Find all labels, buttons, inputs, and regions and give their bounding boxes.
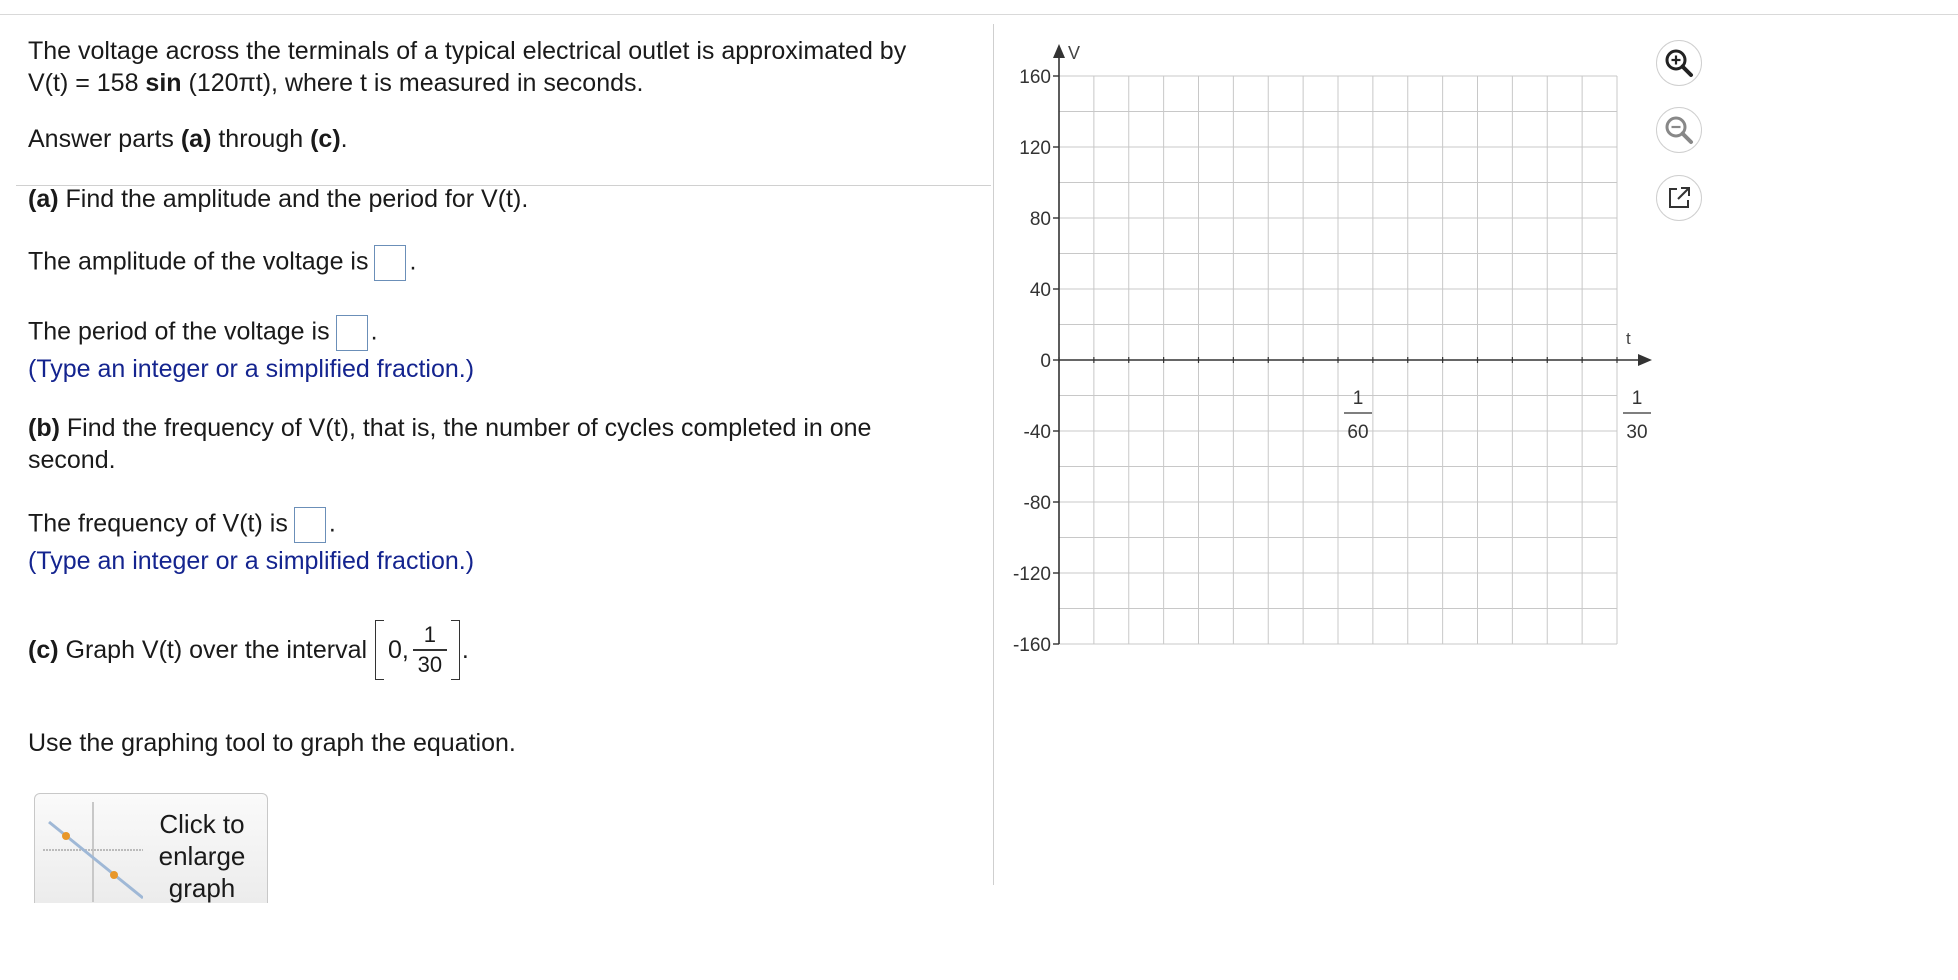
zoom-out-button[interactable] <box>1656 107 1702 153</box>
interval-expression <box>375 620 460 680</box>
x-tick-1-denominator: 60 <box>1347 422 1369 443</box>
enlarge-line2: enlarge <box>158 841 246 871</box>
answer-parts-text: Answer parts <box>28 125 181 153</box>
frequency-row <box>28 507 336 543</box>
answer-parts-instruction <box>28 123 348 155</box>
amplitude-answer-box[interactable] <box>374 245 406 281</box>
interval-left-bracket <box>375 620 384 680</box>
part-c-label: (c) <box>28 636 59 664</box>
fraction-bar <box>413 649 447 651</box>
x-tick-1 <box>1344 388 1372 443</box>
graph-area[interactable] <box>994 24 1684 664</box>
amplitude-row <box>28 245 416 281</box>
y-axis-label: V <box>1068 43 1081 63</box>
frequency-label: The frequency of V(t) is <box>28 509 288 538</box>
enlarge-graph-button[interactable] <box>34 793 268 903</box>
y-tick-label: -40 <box>1023 422 1051 443</box>
part-b-label: (b) <box>28 414 60 442</box>
period-row <box>28 315 378 351</box>
part-c-question <box>28 615 469 685</box>
external-link-icon <box>1664 183 1694 213</box>
part-c-period-punct: . <box>461 636 469 664</box>
frequency-period-punct: . <box>328 509 336 538</box>
x-tick-2 <box>1623 388 1651 443</box>
part-b-hint: (Type an integer or a simplified fraction.) <box>28 547 475 575</box>
intro-line1: The voltage across the terminals of a typical electrical outlet is approximated by <box>28 37 907 65</box>
intro-equation-pre: V(t) = 158 <box>28 69 146 97</box>
enlarge-graph-label <box>147 808 257 904</box>
answer-parts-mid: through <box>211 125 311 153</box>
y-tick-label: 120 <box>1019 138 1051 159</box>
y-tick-label: 40 <box>1029 280 1051 301</box>
enlarge-line3: graph <box>168 873 236 903</box>
period-answer-box[interactable] <box>336 315 368 351</box>
period-period-punct: . <box>370 317 378 346</box>
interval-end-fraction <box>413 623 447 677</box>
part-b-question <box>28 412 871 444</box>
amplitude-period-punct: . <box>409 247 417 276</box>
x-tick-1-numerator: 1 <box>1352 388 1364 409</box>
zoom-in-icon <box>1662 46 1696 80</box>
question-pane <box>0 15 993 903</box>
graph-thumbnail-icon <box>43 802 143 902</box>
interval-end-denominator: 30 <box>417 651 443 677</box>
frequency-answer-box[interactable] <box>294 507 326 543</box>
graph-axes <box>1053 44 1652 644</box>
y-tick-labels <box>1013 67 1051 656</box>
x-axis-arrow <box>1638 354 1652 366</box>
enlarge-line1: Click to <box>159 809 245 839</box>
graph-instruction: Use the graphing tool to graph the equation. <box>28 729 516 757</box>
intro-line2 <box>28 67 643 99</box>
x-tick-2-numerator: 1 <box>1631 388 1643 409</box>
intro-sin: sin <box>145 69 182 97</box>
answer-parts-c: (c) <box>310 125 341 153</box>
y-tick-label: -80 <box>1023 493 1051 514</box>
y-tick-label: -120 <box>1012 564 1051 585</box>
part-b-text: Find the frequency of V(t), that is, the number of cycles completed in one <box>59 414 872 442</box>
x-tick-2-denominator: 30 <box>1626 422 1648 443</box>
answer-parts-a: (a) <box>180 125 212 153</box>
zoom-out-icon <box>1662 113 1696 147</box>
part-a-question <box>28 183 528 215</box>
part-a-text: Find the amplitude and the period for V(t). <box>58 185 529 213</box>
y-axis-arrow <box>1053 44 1065 58</box>
answer-parts-post: . <box>340 125 348 153</box>
amplitude-label: The amplitude of the voltage is <box>28 247 369 276</box>
y-tick-label: 0 <box>1040 351 1051 372</box>
part-c-text: Graph V(t) over the interval <box>58 636 368 664</box>
interval-start: 0, <box>388 636 409 664</box>
interval-right-bracket <box>451 620 460 680</box>
part-a-label: (a) <box>28 185 59 213</box>
interval-end-numerator: 1 <box>423 622 437 648</box>
y-tick-label: 160 <box>1019 67 1051 88</box>
period-label: The period of the voltage is <box>28 317 330 346</box>
part-a-hint: (Type an integer or a simplified fraction.) <box>28 355 475 383</box>
part-b-question-line2: second. <box>28 446 116 474</box>
y-tick-label: -160 <box>1012 635 1051 656</box>
y-tick-label: 80 <box>1029 209 1051 230</box>
x-axis-label: t <box>1626 329 1631 348</box>
popout-button[interactable] <box>1656 175 1702 221</box>
intro-equation-post: (120πt), where t is measured in seconds. <box>181 69 644 97</box>
zoom-in-button[interactable] <box>1656 40 1702 86</box>
